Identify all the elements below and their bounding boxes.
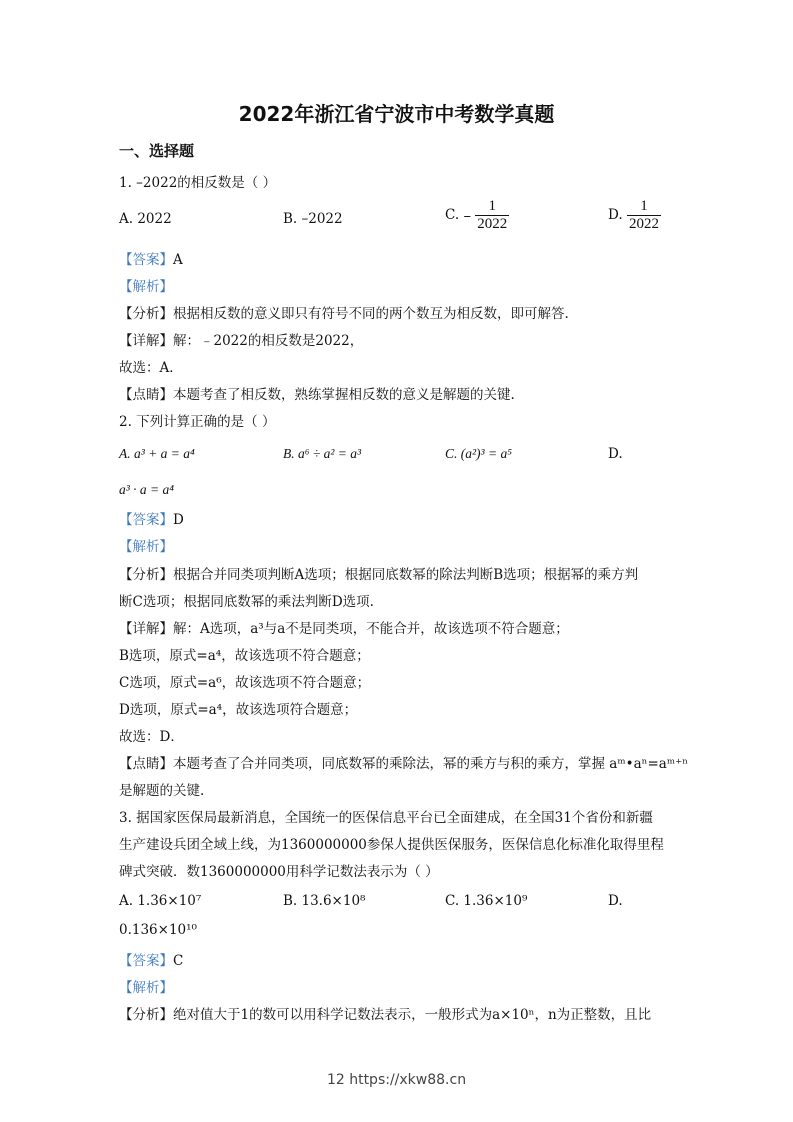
q3-answer (119, 949, 183, 969)
q2-stem: 2. 下列计算正确的是（ ） (119, 414, 276, 430)
q2-dianjing-cont: 是解题的关键. (119, 783, 205, 799)
q3-option-b: B. 13.6×10⁸ (283, 893, 366, 909)
q1-option-c (445, 198, 509, 233)
q2-d-line: D选项，原式=a⁴，故该选项符合题意； (119, 702, 358, 718)
q1-fenxi (119, 302, 569, 322)
q3-stem-1: 3. 据国家医保局最新消息，全国统一的医保信息平台已全面建成，在全国31个省份和新疆 (119, 810, 653, 826)
q3-jiexi: 【解析】 (119, 980, 173, 996)
dianjing-text: 本题考查了合并同类项，同底数幂的乘除法，幂的乘方与积的乘方，掌握 aᵐ•aⁿ=aᵐ⁺ⁿ (173, 756, 689, 772)
q1-xiangjie (119, 329, 363, 349)
fenxi-text: 绝对值大于1的数可以用科学记数法表示，一般形式为a×10ⁿ，n为正整数，且比 (173, 1007, 652, 1023)
q1-dianjing (119, 383, 515, 403)
q1-jiexi: 【解析】 (119, 279, 173, 295)
q1-option-c-label: C. (445, 207, 460, 223)
q3-option-c: C. 1.36×10⁹ (445, 893, 528, 909)
q3-stem-2: 生产建设兵团全域上线，为1360000000参保人提供医保服务，医保信息化标准化取得里程 (119, 837, 664, 853)
q1-option-a: A. 2022 (119, 211, 172, 227)
q2-c-line: C选项，原式=a⁶，故该选项不符合题意； (119, 675, 371, 691)
q2-option-d-label: D. (608, 446, 623, 462)
answer-value: D (173, 512, 184, 528)
dianjing-text: 本题考查了相反数，熟练掌握相反数的意义是解题的关键. (173, 387, 515, 403)
fraction (475, 198, 509, 233)
q2-dianjing (119, 752, 688, 772)
minus-sign: – (463, 206, 471, 225)
q2-jiexi: 【解析】 (119, 539, 173, 555)
page-footer: 12 https://xkw88.cn (326, 1072, 467, 1088)
xiangjie-tag: 【详解】 (119, 621, 173, 637)
fraction (627, 198, 661, 233)
q2-fenxi (119, 563, 638, 583)
fraction-numerator: 1 (475, 198, 509, 216)
answer-value: C (173, 953, 184, 969)
q2-guxuan: 故选：D． (119, 729, 184, 745)
xiangjie-text: 解：A选项，a³与a不是同类项，不能合并，故该选项不符合题意； (173, 621, 569, 637)
q3-option-d-expr: 0.136×10¹⁰ (119, 922, 197, 938)
q3-option-d-label: D. (608, 893, 623, 909)
dianjing-tag: 【点睛】 (119, 756, 173, 772)
q3-option-a: A. 1.36×10⁷ (119, 893, 202, 909)
dianjing-tag: 【点睛】 (119, 387, 173, 403)
fenxi-text: 根据合并同类项判断A选项；根据同底数幂的除法判断B选项；根据幂的乘方判 (173, 567, 639, 583)
q3-stem-3: 碑式突破．数1360000000用科学记数法表示为（ ） (119, 864, 439, 880)
fenxi-tag: 【分析】 (119, 1007, 173, 1023)
fraction-denominator: 2022 (477, 216, 508, 232)
answer-tag: 【答案】 (119, 953, 173, 969)
document-title: 2022年浙江省宁波市中考数学真题 (238, 102, 555, 126)
q2-b-line: B选项，原式=a⁴，故该选项不符合题意； (119, 648, 370, 664)
q2-xiangjie (119, 617, 569, 637)
q1-answer (119, 248, 183, 268)
q2-option-d-expr: a³ · a = a⁴ (119, 482, 174, 497)
q2-option-b: B. a⁶ ÷ a² = a³ (283, 446, 362, 461)
fenxi-tag: 【分析】 (119, 306, 173, 322)
xiangjie-tag: 【详解】 (119, 333, 173, 349)
fraction-numerator: 1 (627, 198, 661, 216)
q1-option-d (608, 198, 661, 233)
q1-stem: 1. –2022的相反数是（ ） (119, 175, 277, 191)
xiangjie-text: 解：﹣2022的相反数是2022， (173, 333, 364, 349)
section-heading-choice: 一、选择题 (119, 142, 195, 160)
answer-value: A (173, 252, 183, 268)
answer-tag: 【答案】 (119, 252, 173, 268)
q1-option-b: B. –2022 (283, 211, 343, 227)
q2-fenxi-cont: 断C选项；根据同底数幂的乘法判断D选项. (119, 594, 374, 610)
q2-option-a: A. a³ + a = a⁴ (119, 446, 195, 461)
q2-answer (119, 508, 184, 528)
fraction-denominator: 2022 (628, 216, 659, 232)
fenxi-text: 根据相反数的意义即只有符号不同的两个数互为相反数，即可解答. (173, 306, 569, 322)
q3-fenxi (119, 1003, 651, 1023)
fenxi-tag: 【分析】 (119, 567, 173, 583)
answer-tag: 【答案】 (119, 512, 173, 528)
q1-option-d-label: D. (608, 207, 623, 223)
q1-guxuan: 故选：A． (119, 360, 183, 376)
q2-option-c: C. (a²)³ = a⁵ (445, 446, 512, 461)
